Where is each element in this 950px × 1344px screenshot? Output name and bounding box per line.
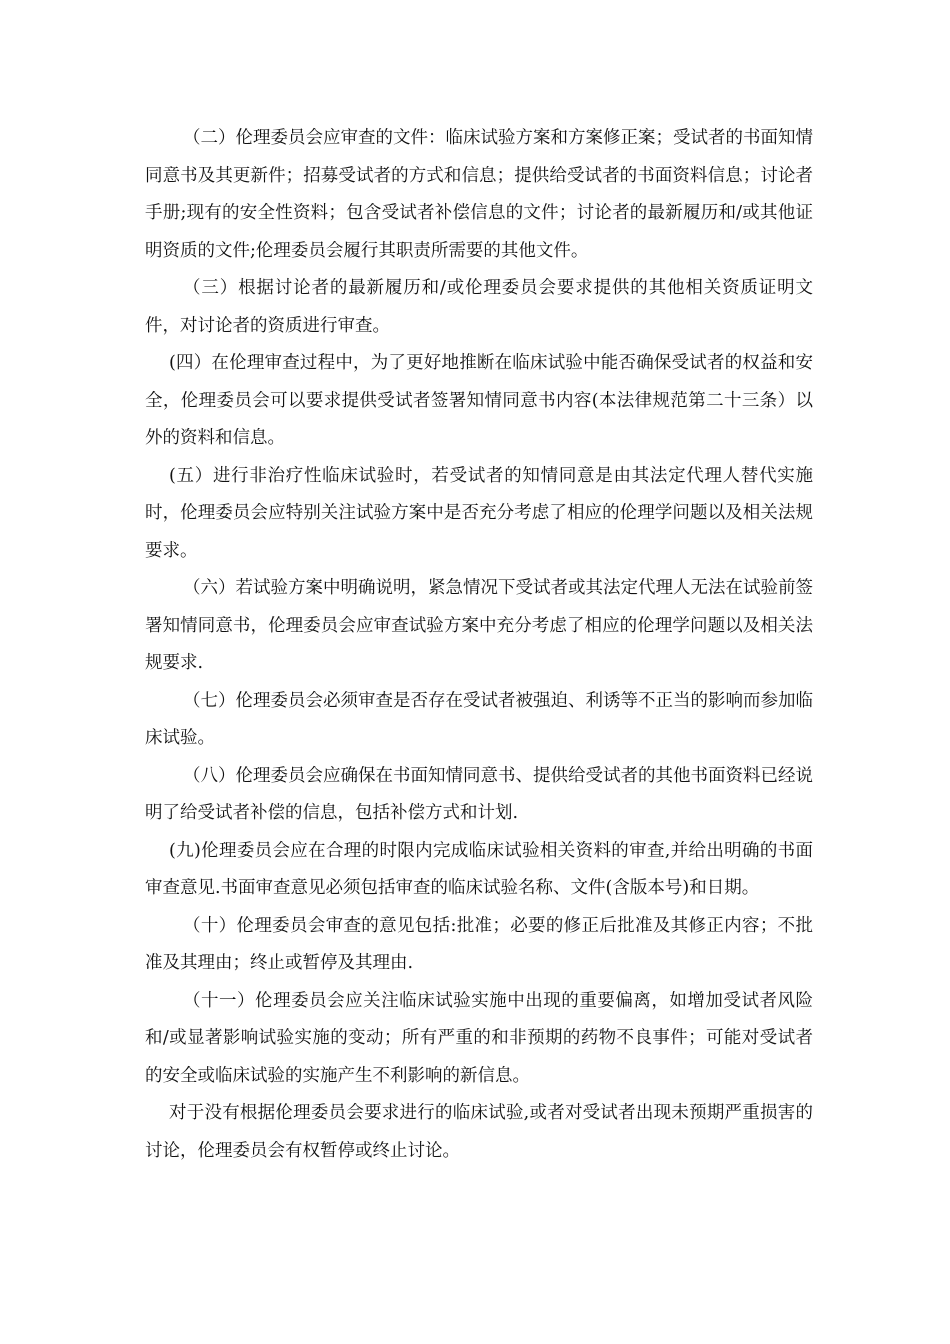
paragraph-9: (九)伦理委员会应在合理的时限内完成临床试验相关资料的审查,并给出明确的书面审查意见.书面审查意见必须包括审查的临床试验名称、文件(含版本号)和日期。	[145, 840, 813, 898]
paragraph-3: （三）根据讨论者的最新履历和/或伦理委员会要求提供的其他相关资质证明文件，对讨论者的资质进行审查。	[145, 278, 813, 336]
paragraph-5: (五）进行非治疗性临床试验时，若受试者的知情同意是由其法定代理人替代实施时，伦理委员会应特别关注试验方案中是否充分考虑了相应的伦理学问题以及相关法规要求。	[145, 465, 813, 561]
paragraph-closing: 对于没有根据伦理委员会要求进行的临床试验,或者对受试者出现未预期严重损害的讨论，伦理委员会有权暂停或终止讨论。	[145, 1103, 813, 1161]
paragraph-10: （十）伦理委员会审查的意见包括:批准；必要的修正后批准及其修正内容；不批准及其理由；终止或暂停及其理由.	[145, 915, 813, 973]
paragraph-2: （二）伦理委员会应审查的文件：临床试验方案和方案修正案；受试者的书面知情同意书及其更新件；招募受试者的方式和信息；提供给受试者的书面资料信息；讨论者手册;现有的安全性资料；包含受试者补偿信息的文件；讨论者的最新履历和/或其他证明资质的文件;伦理委员会履行其职责所需要的其他文件。	[145, 128, 813, 261]
paragraph-4: (四）在伦理审查过程中，为了更好地推断在临床试验中能否确保受试者的权益和安全，伦理委员会可以要求提供受试者签署知情同意书内容(本法律规范第二十三条）以外的资料和信息。	[145, 353, 813, 448]
paragraph-7: （七）伦理委员会必须审查是否存在受试者被强迫、利诱等不正当的影响而参加临床试验。	[145, 690, 813, 748]
paragraph-11: （十一）伦理委员会应关注临床试验实施中出现的重要偏离，如增加受试者风险和/或显著影响试验实施的变动；所有严重的和非预期的药物不良事件；可能对受试者的安全或临床试验的实施产生不利影响的新信息。	[145, 990, 813, 1086]
paragraph-6: （六）若试验方案中明确说明，紧急情况下受试者或其法定代理人无法在试验前签署知情同意书，伦理委员会应审查试验方案中充分考虑了相应的伦理学问题以及相关法规要求.	[145, 578, 813, 673]
document-body	[145, 120, 813, 1170]
paragraph-8: （八）伦理委员会应确保在书面知情同意书、提供给受试者的其他书面资料已经说明了给受试者补偿的信息，包括补偿方式和计划.	[145, 765, 813, 823]
